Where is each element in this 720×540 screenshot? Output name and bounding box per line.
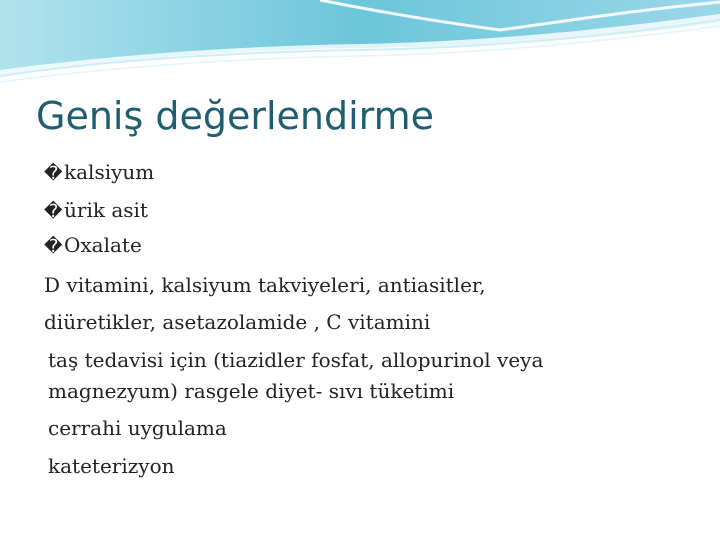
bullet-glyph-icon: � [44, 163, 63, 184]
bullet-glyph-icon: � [44, 236, 63, 257]
paragraph-line: cerrahi uygulama [48, 416, 227, 440]
bullet-text: ürik asit [64, 198, 148, 222]
bullet-item-urik-asit [44, 198, 148, 224]
paragraph-line: diüretikler, asetazolamide , C vitamini [44, 310, 431, 334]
bullet-text: Oxalate [64, 233, 142, 257]
bullet-text: kalsiyum [64, 160, 155, 184]
bullet-glyph-icon: � [44, 201, 63, 222]
slide-title: Geniş değerlendirme [36, 94, 435, 138]
bullet-item-kalsiyum [44, 160, 154, 186]
paragraph-line: kateterizyon [48, 454, 175, 478]
bullet-item-oxalate [44, 233, 142, 259]
paragraph-line: magnezyum) rasgele diyet- sıvı tüketimi [48, 379, 455, 403]
paragraph-line: D vitamini, kalsiyum takviyeleri, antiasitler, [44, 273, 486, 297]
paragraph-line: taş tedavisi için (tiazidler fosfat, allopurinol veya [48, 348, 544, 372]
